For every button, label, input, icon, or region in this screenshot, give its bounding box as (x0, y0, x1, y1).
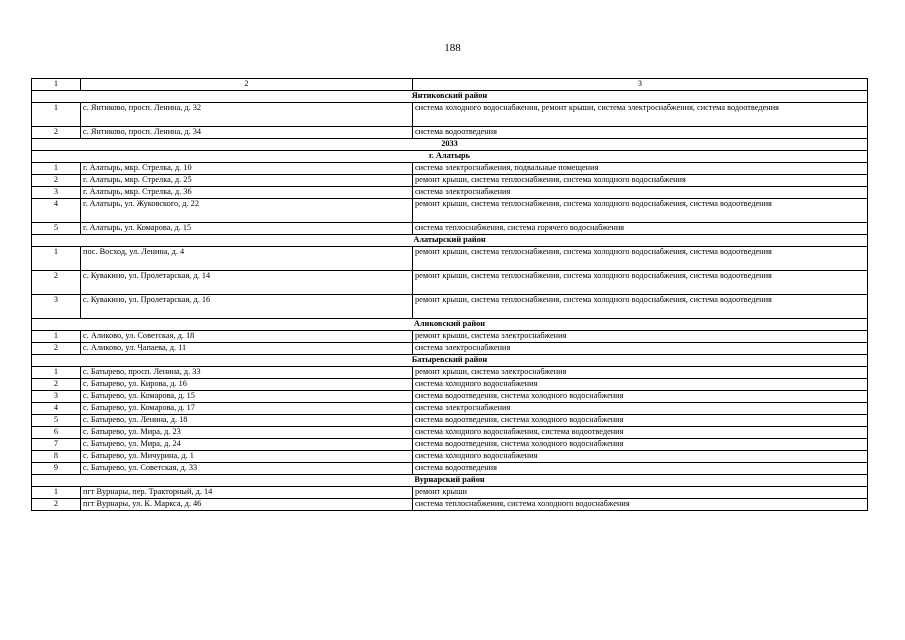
column-number-1: 1 (32, 79, 81, 91)
address-cell: с. Батырево, просп. Ленина, д. 33 (81, 367, 413, 379)
table-row (32, 343, 868, 355)
works-cell: система электроснабжения, подвальные помещения (413, 163, 868, 175)
section-heading: Аликовский район (32, 319, 868, 331)
section-heading-row (32, 355, 868, 367)
works-cell: система электроснабжения (413, 403, 868, 415)
works-cell: система теплоснабжения, система горячего водоснабжения (413, 223, 868, 235)
section-heading: Янтиковский район (32, 91, 868, 103)
address-cell: с. Батырево, ул. Мира, д. 24 (81, 439, 413, 451)
row-number: 2 (32, 379, 81, 391)
address-cell: пгт Вурнары, ул. К. Маркса, д. 46 (81, 499, 413, 511)
row-number: 1 (32, 103, 81, 127)
section-heading: 2033 (32, 139, 868, 151)
works-cell: система электроснабжения (413, 187, 868, 199)
works-cell: система теплоснабжения, система холодного водоснабжения (413, 499, 868, 511)
row-number: 1 (32, 487, 81, 499)
table-row (32, 439, 868, 451)
row-number: 5 (32, 415, 81, 427)
works-cell: система электроснабжения (413, 343, 868, 355)
table-row (32, 403, 868, 415)
works-table-body (32, 79, 868, 511)
works-cell: ремонт крыши (413, 487, 868, 499)
section-heading: Вурнарский район (32, 475, 868, 487)
address-cell: г. Алатырь, ул. Жуковского, д. 22 (81, 199, 413, 223)
table-row (32, 175, 868, 187)
section-heading-row (32, 235, 868, 247)
row-number: 6 (32, 427, 81, 439)
works-cell: система водоотведения (413, 463, 868, 475)
row-number: 4 (32, 403, 81, 415)
works-cell: система водоотведения, система холодного водоснабжения (413, 415, 868, 427)
row-number: 3 (32, 391, 81, 403)
row-number: 2 (32, 127, 81, 139)
works-cell: система водоотведения (413, 127, 868, 139)
column-number-2: 2 (81, 79, 413, 91)
address-cell: с. Янтиково, просп. Ленина, д. 34 (81, 127, 413, 139)
address-cell: с. Аликово, ул. Советская, д. 18 (81, 331, 413, 343)
address-cell: с. Батырево, ул. Кирова, д. 16 (81, 379, 413, 391)
table-row (32, 499, 868, 511)
table-row (32, 295, 868, 319)
address-cell: с. Батырево, ул. Комарова, д. 17 (81, 403, 413, 415)
works-table (31, 78, 868, 511)
works-cell: ремонт крыши, система теплоснабжения, система холодного водоснабжения (413, 175, 868, 187)
page-number: 188 (444, 42, 461, 54)
section-heading-row (32, 151, 868, 163)
table-row (32, 271, 868, 295)
section-heading-row (32, 139, 868, 151)
table-row (32, 487, 868, 499)
row-number: 1 (32, 163, 81, 175)
row-number: 5 (32, 223, 81, 235)
row-number: 4 (32, 199, 81, 223)
address-cell: с. Батырево, ул. Ленина, д. 18 (81, 415, 413, 427)
row-number: 2 (32, 271, 81, 295)
row-number: 2 (32, 175, 81, 187)
works-cell: ремонт крыши, система теплоснабжения, система холодного водоснабжения, система водоотведения (413, 199, 868, 223)
table-row (32, 199, 868, 223)
row-number: 9 (32, 463, 81, 475)
table-row (32, 223, 868, 235)
column-number-3: 3 (413, 79, 868, 91)
address-cell: с. Аликово, ул. Чапаева, д. 11 (81, 343, 413, 355)
column-number-row (32, 79, 868, 91)
works-cell: система водоотведения, система холодного водоснабжения (413, 439, 868, 451)
row-number: 1 (32, 367, 81, 379)
works-cell: ремонт крыши, система электроснабжения (413, 331, 868, 343)
section-heading-row (32, 475, 868, 487)
row-number: 3 (32, 295, 81, 319)
works-cell: ремонт крыши, система электроснабжения (413, 367, 868, 379)
works-cell: система водоотведения, система холодного водоснабжения (413, 391, 868, 403)
row-number: 2 (32, 499, 81, 511)
table-row (32, 391, 868, 403)
table-row (32, 187, 868, 199)
address-cell: с. Батырево, ул. Советская, д. 33 (81, 463, 413, 475)
address-cell: с. Батырево, ул. Комарова, д. 15 (81, 391, 413, 403)
row-number: 3 (32, 187, 81, 199)
section-heading-row (32, 319, 868, 331)
table-row (32, 331, 868, 343)
address-cell: пгт Вурнары, пер. Тракторный, д. 14 (81, 487, 413, 499)
works-cell: ремонт крыши, система теплоснабжения, система холодного водоснабжения, система водоотведения (413, 295, 868, 319)
table-row (32, 103, 868, 127)
works-cell: система холодного водоснабжения (413, 379, 868, 391)
works-cell: ремонт крыши, система теплоснабжения, система холодного водоснабжения, система водоотведения (413, 247, 868, 271)
address-cell: с. Янтиково, просп. Ленина, д. 32 (81, 103, 413, 127)
works-cell: ремонт крыши, система теплоснабжения, система холодного водоснабжения, система водоотведения (413, 271, 868, 295)
row-number: 8 (32, 451, 81, 463)
section-heading-row (32, 91, 868, 103)
works-cell: система холодного водоснабжения (413, 451, 868, 463)
address-cell: г. Алатырь, мкр. Стрелка, д. 25 (81, 175, 413, 187)
table-row (32, 451, 868, 463)
row-number: 1 (32, 331, 81, 343)
row-number: 1 (32, 247, 81, 271)
address-cell: с. Кувакино, ул. Пролетарская, д. 16 (81, 295, 413, 319)
table-row (32, 247, 868, 271)
table-row (32, 427, 868, 439)
works-cell: система холодного водоснабжения, система водоотведения (413, 427, 868, 439)
address-cell: с. Кувакино, ул. Пролетарская, д. 14 (81, 271, 413, 295)
section-heading: Батыревский район (32, 355, 868, 367)
section-heading: г. Алатырь (32, 151, 868, 163)
table-row (32, 367, 868, 379)
works-cell: система холодного водоснабжения, ремонт крыши, система электроснабжения, система водоотведения (413, 103, 868, 127)
address-cell: с. Батырево, ул. Мира, д. 23 (81, 427, 413, 439)
address-cell: г. Алатырь, мкр. Стрелка, д. 36 (81, 187, 413, 199)
table-row (32, 163, 868, 175)
table-row (32, 379, 868, 391)
table-row (32, 127, 868, 139)
table-row (32, 415, 868, 427)
table-row (32, 463, 868, 475)
row-number: 7 (32, 439, 81, 451)
section-heading: Алатырский район (32, 235, 868, 247)
address-cell: г. Алатырь, мкр. Стрелка, д. 10 (81, 163, 413, 175)
address-cell: с. Батырево, ул. Мичурина, д. 1 (81, 451, 413, 463)
address-cell: г. Алатырь, ул. Комарова, д. 15 (81, 223, 413, 235)
row-number: 2 (32, 343, 81, 355)
address-cell: пос. Восход, ул. Ленина, д. 4 (81, 247, 413, 271)
